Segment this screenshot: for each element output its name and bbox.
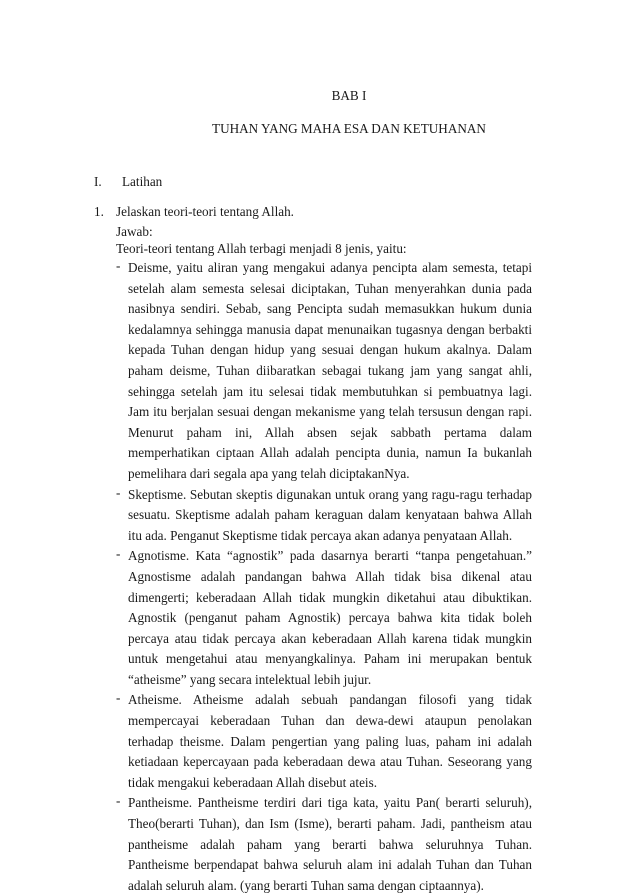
question-text: Jelaskan teori-teori tentang Allah. (116, 204, 294, 219)
list-item-text: Agnotisme. Kata “agnostik” pada dasarnya berarti “tanpa pengetahuan.” Agnostisme adalah pandangan bahwa Allah tidak bisa dikenal atau dimengerti; keberadaan Allah tidak mungkin diketahui atau dibuktikan. Agnostik (penganut paham Agnostik) percaya bahwa kita tidak boleh percaya atau tidak percaya akan keberadaan Allah karena tidak mungkin untuk mengetahui atau menyangkalinya. Paham ini merupakan bentuk “atheisme” yang secara intelektual lebih jujur. (128, 548, 532, 687)
list-bullet: - (116, 546, 121, 562)
section-label: Latihan (122, 174, 163, 189)
list-bullet: - (116, 793, 121, 809)
chapter-heading: BAB I (331, 88, 367, 103)
list-item-text: Skeptisme. Sebutan skeptis digunakan untuk orang yang ragu-ragu terhadap sesuatu. Skeptisme adalah paham keraguan dalam kenyataan bahwa Allah itu ada. Penganut Skeptisme tidak percaya akan adanya penyataan Allah. (128, 486, 532, 543)
list-item (116, 485, 532, 547)
answer-label: Jawab: (116, 224, 153, 239)
list-item (116, 546, 532, 690)
list-bullet: - (116, 484, 121, 500)
list-item (116, 793, 532, 896)
list-bullet: - (116, 690, 121, 706)
section-number: I. (94, 174, 102, 189)
list-item (116, 258, 532, 485)
list-item (116, 690, 532, 793)
list-item-text: Pantheisme. Pantheisme terdiri dari tiga kata, yaitu Pan( berarti seluruh), Theo(berarti Tuhan), dan Ism (Isme), berarti paham. Jadi, pantheism atau pantheisme adalah paham yang berarti bahwa seluruhnya Tuhan. Pantheisme berpendapat bahwa seluruh alam ini adalah Tuhan dan Tuhan adalah seluruh alam. (yang berarti Tuhan sama dengan ciptaannya). (128, 795, 532, 893)
question-number: 1. (94, 204, 104, 219)
list-item-text: Deisme, yaitu aliran yang mengakui adanya pencipta alam semesta, tetapi setelah alam semesta selesai diciptakan, Tuhan menyerahkan dunia pada nasibnya sendiri. Sebab, sang Pencipta sudah memasukkan hukum dunia kedalamnya sehingga manusia dapat menunaikan tugasnya dengan berbakti kepada Tuhan dengan hidup yang sesuai dengan hukum akalnya. Dalam paham deisme, Tuhan diibaratkan sebagai tukang jam yang sangat ahli, sehingga setelah jam itu selesai tidak membutuhkan si pembuatnya lagi. Jam itu berjalan sesuai dengan mekanisme yang telah tersusun dengan rapi. Menurut paham ini, Allah absen sejak sabbath pertama dalam memperhatikan ciptaan Allah adalah pencipta dunia, namun Ia bukanlah pemelihara dari segala apa yang telah diciptakanNya. (128, 260, 532, 481)
answer-intro: Teori-teori tentang Allah terbagi menjadi 8 jenis, yaitu: (116, 241, 407, 256)
question (94, 204, 294, 220)
theory-list (116, 258, 532, 896)
chapter-title: TUHAN YANG MAHA ESA DAN KETUHANAN (212, 121, 486, 136)
section-heading (94, 174, 162, 190)
list-item-text: Atheisme. Atheisme adalah sebuah pandangan filosofi yang tidak mempercayai keberadaan Tuhan dan dewa-dewi ataupun penolakan terhadap theisme. Dalam pengertian yang paling luas, paham ini adalah ketiadaan kepercayaan pada keberadaan dewa atau Tuhan. Seseorang yang tidak mengakui keberadaan Allah disebut ateis. (128, 692, 532, 790)
list-bullet: - (116, 258, 121, 273)
